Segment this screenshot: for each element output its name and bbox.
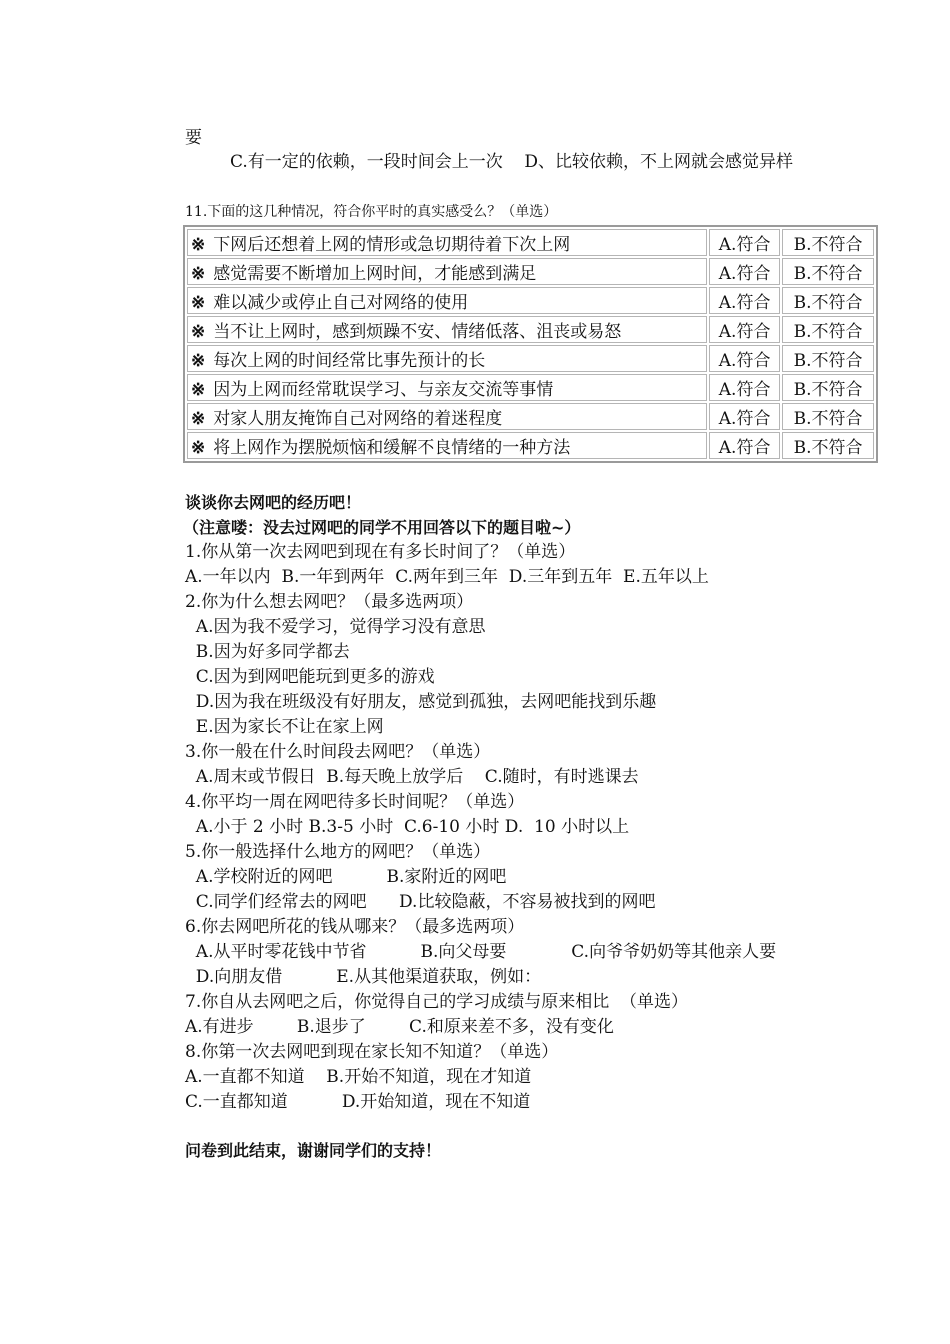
reference-mark-icon: ※ [191,264,206,284]
reference-mark-icon: ※ [191,351,206,371]
question-line: E.因为家长不让在家上网 [185,717,384,737]
section-note: （注意喽：没去过网吧的同学不用回答以下的题目啦~） [183,518,581,537]
q11-row [187,345,874,372]
q11-option-a[interactable]: A.符合 [709,432,780,459]
q11-statement-text: 难以减少或停止自己对网络的使用 [213,293,469,313]
question-line: C.一直都知道 D.开始知道，现在不知道 [185,1092,531,1112]
question-line: 7.你自从去网吧之后，你觉得自己的学习成绩与原来相比 （单选） [185,992,689,1012]
q11-option-a[interactable]: A.符合 [709,345,780,372]
q11-row [187,229,874,256]
q11-row [187,374,874,401]
q11-option-b[interactable]: B.不符合 [782,229,874,256]
q11-option-b[interactable]: B.不符合 [782,345,874,372]
q11-row [187,287,874,314]
question-line: B.因为好多同学都去 [185,642,350,662]
question-line: 6.你去网吧所花的钱从哪来？（最多选两项） [185,917,525,937]
reference-mark-icon: ※ [191,409,206,429]
question-line: C.同学们经常去的网吧 D.比较隐蔽，不容易被找到的网吧 [185,892,656,912]
question-line: 5.你一般选择什么地方的网吧？（单选） [185,842,491,862]
q11-option-b[interactable]: B.不符合 [782,403,874,430]
q11-statement-text: 每次上网的时间经常比事先预计的长 [213,351,486,371]
reference-mark-icon: ※ [191,322,206,342]
q11-statement-text: 当不让上网时，感到烦躁不安、情绪低落、沮丧或易怒 [213,322,622,342]
q11-statement [187,258,707,285]
question-line: D.因为我在班级没有好朋友，感觉到孤独，去网吧能找到乐趣 [185,692,657,712]
q11-option-b[interactable]: B.不符合 [782,432,874,459]
q11-statement-text: 对家人朋友掩饰自己对网络的着迷程度 [213,409,503,429]
question-line: A.周末或节假日 B.每天晚上放学后 C.随时，有时逃课去 [185,767,639,787]
q11-option-b[interactable]: B.不符合 [782,287,874,314]
section-heading: 谈谈你去网吧的经历吧！ [185,493,362,512]
reference-mark-icon: ※ [191,293,206,313]
q11-option-a[interactable]: A.符合 [709,316,780,343]
prev-question-tail: 要 [185,128,202,148]
question-line: A.小于 2 小时 B.3-5 小时 C.6-10 小时 D. 10 小时以上 [185,817,630,837]
question-line: 3.你一般在什么时间段去网吧？（单选） [185,742,491,762]
question-line: A.从平时零花钱中节省 B.向父母要 C.向爷爷奶奶等其他亲人要 [185,942,777,962]
question-line: C.因为到网吧能玩到更多的游戏 [185,667,435,687]
question-line: 4.你平均一周在网吧待多长时间呢？（单选） [185,792,525,812]
question-line: A.因为我不爱学习，觉得学习没有意思 [185,617,486,637]
question-line: 8.你第一次去网吧到现在家长知不知道？（单选） [185,1042,559,1062]
q11-statement [187,403,707,430]
q11-option-b[interactable]: B.不符合 [782,316,874,343]
q11-title: 11.下面的这几种情况，符合你平时的真实感受么？（单选） [185,204,558,220]
q11-option-a[interactable]: A.符合 [709,374,780,401]
question-line: A.一年以内 B.一年到两年 C.两年到三年 D.三年到五年 E.五年以上 [185,567,709,587]
question-line: 1.你从第一次去网吧到现在有多长时间了？（单选） [185,542,576,562]
q11-row [187,432,874,459]
q11-statement [187,432,707,459]
q11-row [187,316,874,343]
question-line: D.向朋友借 E.从其他渠道获取，例如： [185,967,542,987]
q11-statement [187,374,707,401]
reference-mark-icon: ※ [191,380,206,400]
q11-statement-text: 因为上网而经常耽误学习、与亲友交流等事情 [213,380,554,400]
reference-mark-icon: ※ [191,438,206,458]
q11-option-a[interactable]: A.符合 [709,258,780,285]
closing-text: 问卷到此结束，谢谢同学们的支持！ [185,1141,442,1160]
q11-statement-text: 下网后还想着上网的情形或急切期待着下次上网 [213,235,571,255]
q11-option-a[interactable]: A.符合 [709,229,780,256]
q11-option-a[interactable]: A.符合 [709,403,780,430]
q11-option-b[interactable]: B.不符合 [782,258,874,285]
q11-row [187,258,874,285]
reference-mark-icon: ※ [191,235,206,255]
q11-statement-text: 将上网作为摆脱烦恼和缓解不良情绪的一种方法 [213,438,571,458]
question-line: 2.你为什么想去网吧？（最多选两项） [185,592,474,612]
q11-table [183,225,878,463]
q11-statement [187,287,707,314]
q11-statement [187,345,707,372]
q11-statement [187,316,707,343]
q11-option-b[interactable]: B.不符合 [782,374,874,401]
q11-statement [187,229,707,256]
q11-statement-text: 感觉需要不断增加上网时间，才能感到满足 [213,264,537,284]
question-line: A.有进步 B.退步了 C.和原来差不多，没有变化 [185,1017,614,1037]
question-line: A.一直都不知道 B.开始不知道，现在才知道 [185,1067,532,1087]
prev-question-options: C.有一定的依赖，一段时间会上一次 D、比较依赖，不上网就会感觉异样 [230,152,794,172]
q11-row [187,403,874,430]
q11-option-a[interactable]: A.符合 [709,287,780,314]
question-line: A.学校附近的网吧 B.家附近的网吧 [185,867,507,887]
